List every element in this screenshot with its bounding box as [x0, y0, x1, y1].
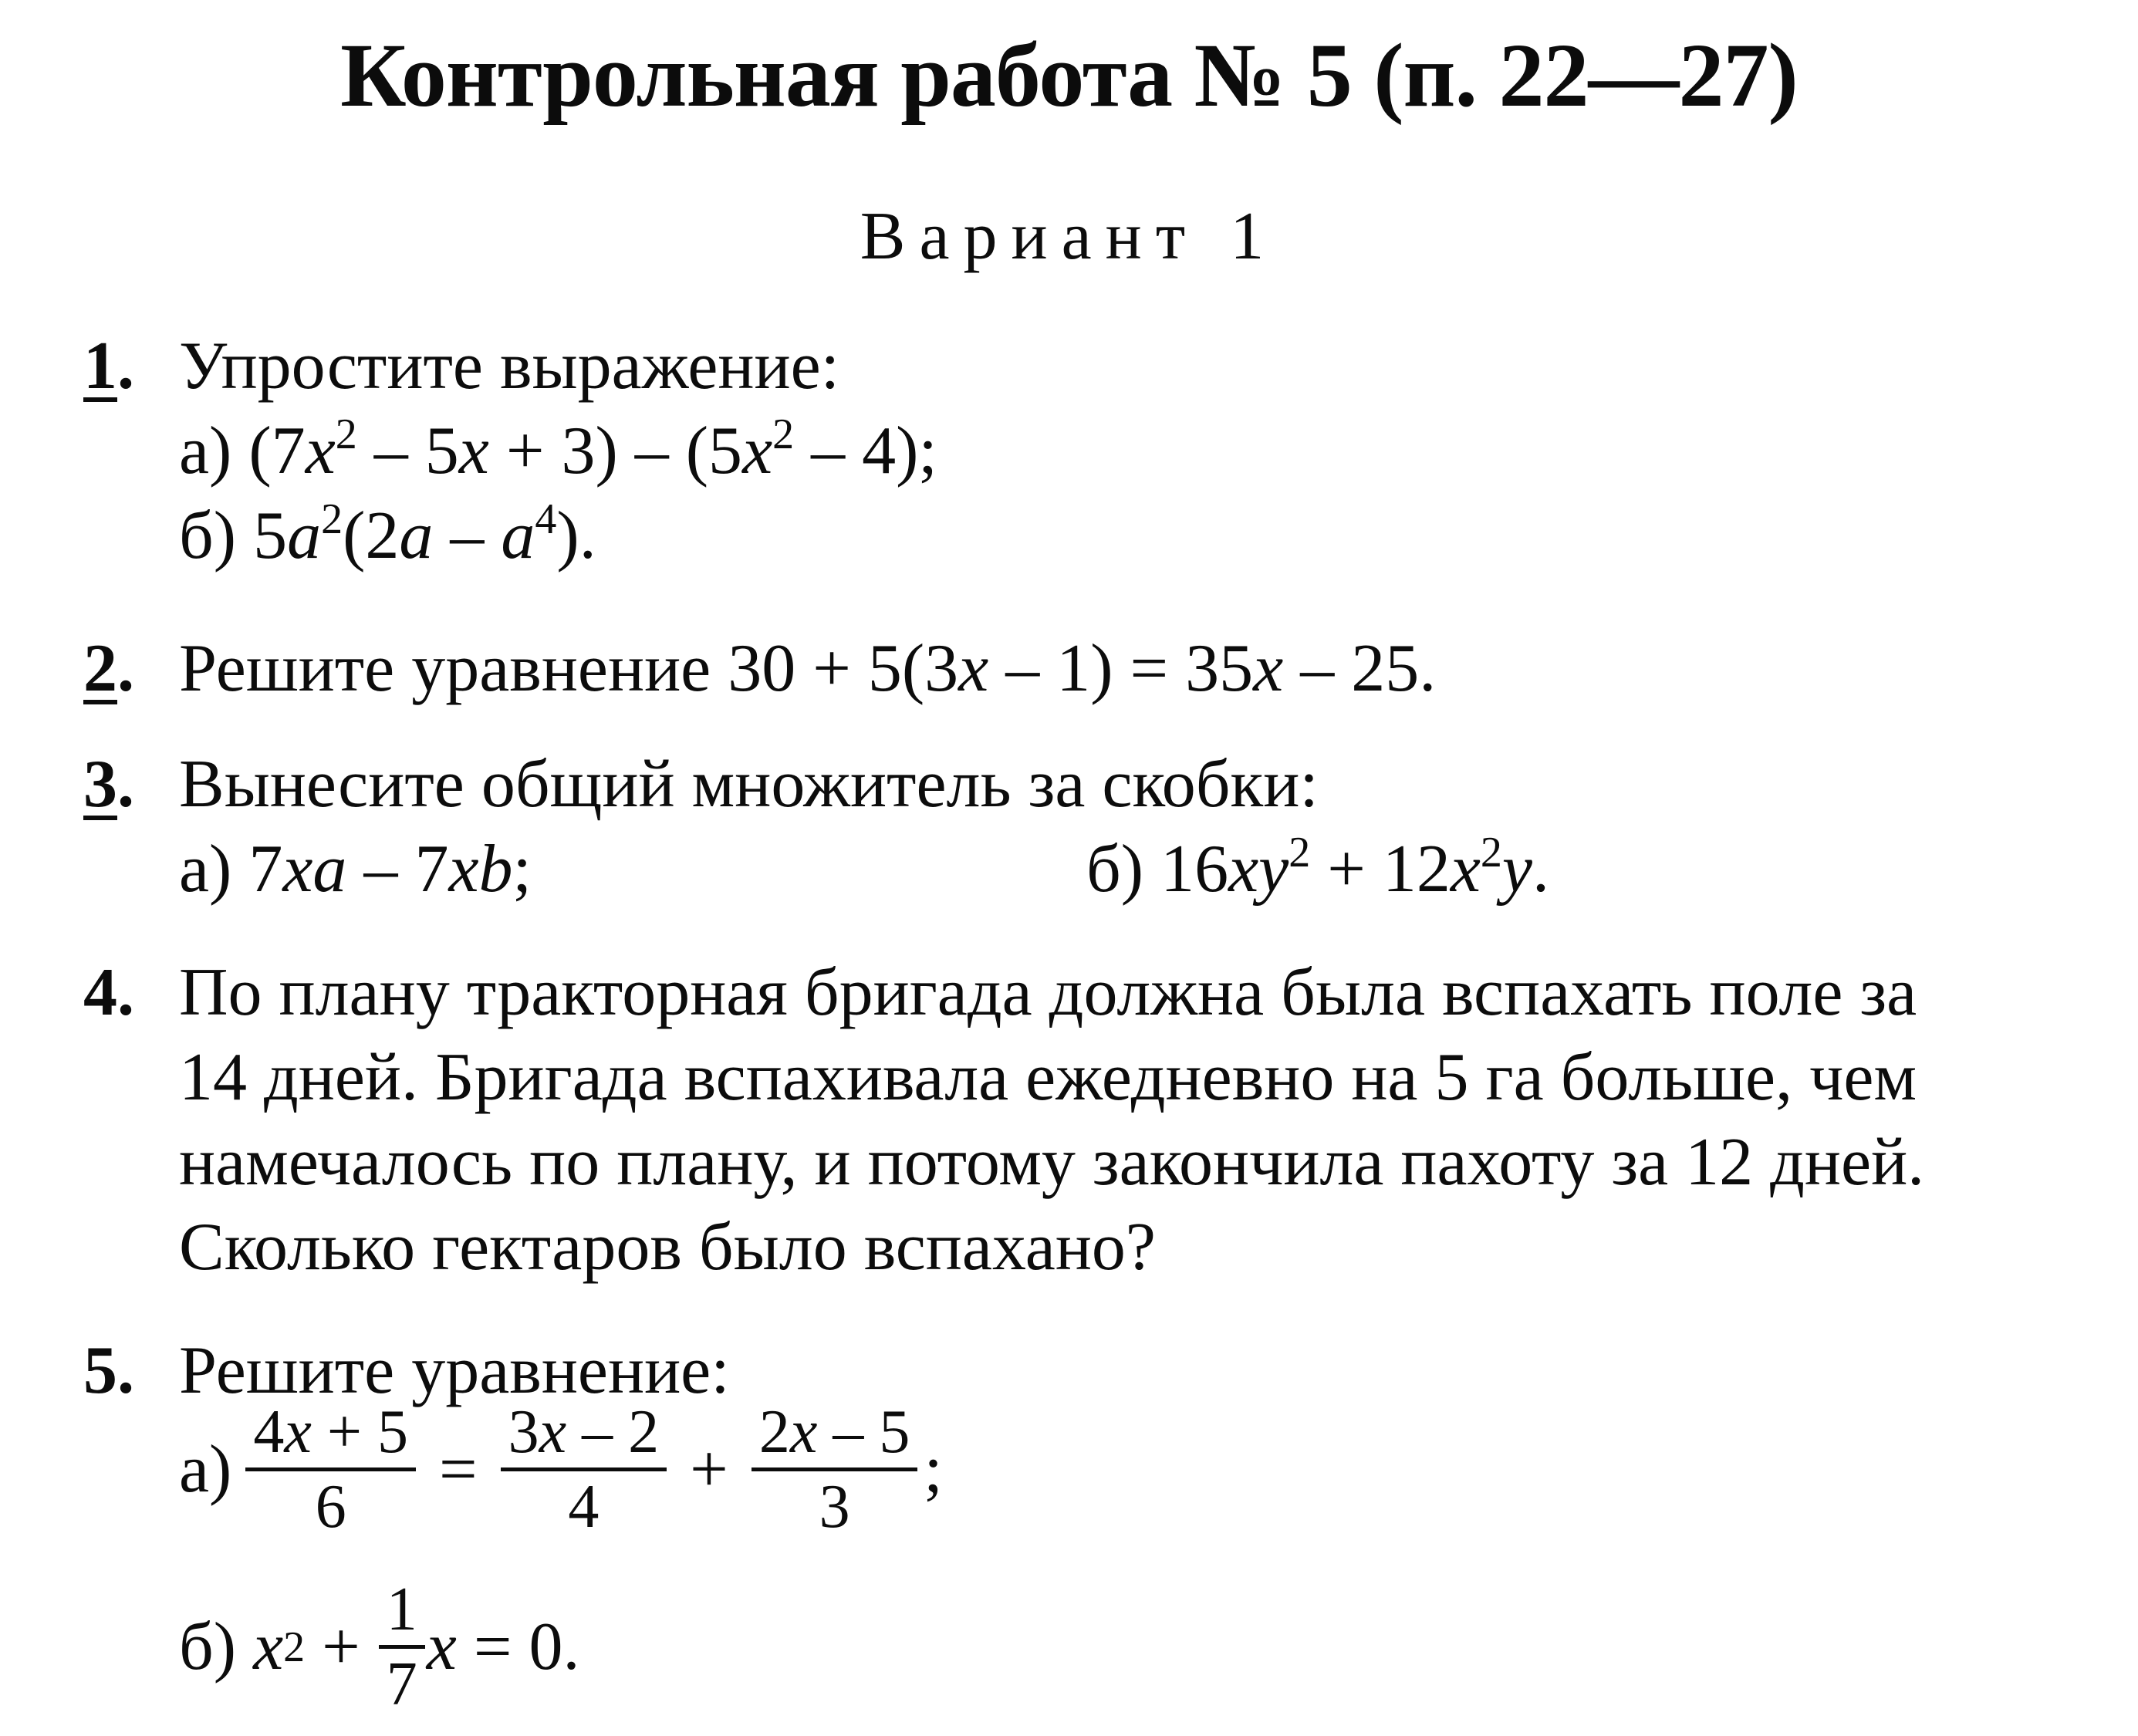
task-4-line-4: Сколько гектаров было вспахано?: [179, 1210, 1156, 1285]
task-4-line-1: По плану тракторная бригада должна была вспахать поле за: [179, 955, 1917, 1030]
task-2-text: Решите уравнение 30 + 5(3x – 1) = 35x – 25.: [179, 631, 1437, 706]
variant-label: Вариант 1: [860, 199, 1278, 274]
task-3-text: Вынесите общий множитель за скобки:: [179, 747, 1319, 822]
task-4-number: 4.: [83, 955, 134, 1030]
page-title: Контрольная работа № 5 (п. 22—27): [340, 25, 1798, 126]
task-2-number: 2.: [83, 631, 134, 706]
task-4-line-3: намечалось по плану, и потому закончила пахоту за 12 дней.: [179, 1125, 1925, 1200]
fraction: $\frac{1}{7}$: [379, 1574, 425, 1720]
task-3b: б) $16xy^2 + 12x^2y$.: [1086, 829, 1549, 907]
fraction: $\frac{2x - 5}{3}$: [752, 1397, 918, 1542]
task-3-number: 3.: [83, 747, 134, 822]
task-5-number: 5.: [83, 1333, 134, 1408]
task-1a: а) $(7x^2 - 5x + 3) - (5x^2 - 4)$;: [179, 410, 937, 488]
fraction: $\frac{4x + 5}{6}$: [245, 1397, 416, 1542]
task-4-line-2: 14 дней. Бригада вспахивала ежедневно на 5 га больше, чем: [179, 1040, 1917, 1115]
task-5a: а) $\frac{4x + 5}{6}$ = $\frac{3x - 2}{4}$ + $\frac{2x - 5}{3}$ ;: [179, 1398, 943, 1541]
task-1-number: 1.: [83, 329, 134, 404]
fraction: $\frac{3x - 2}{4}$: [501, 1397, 667, 1542]
task-1b: б) $5a^2(2a - a^4)$.: [179, 495, 596, 573]
task-3a: а) 7xa – 7xb;: [179, 832, 532, 907]
task-5b: б) x 2 + $\frac{1}{7}$ x = 0.: [179, 1576, 580, 1718]
task-1-text: Упростите выражение:: [179, 329, 840, 404]
task-5-text: Решите уравнение:: [179, 1333, 730, 1408]
